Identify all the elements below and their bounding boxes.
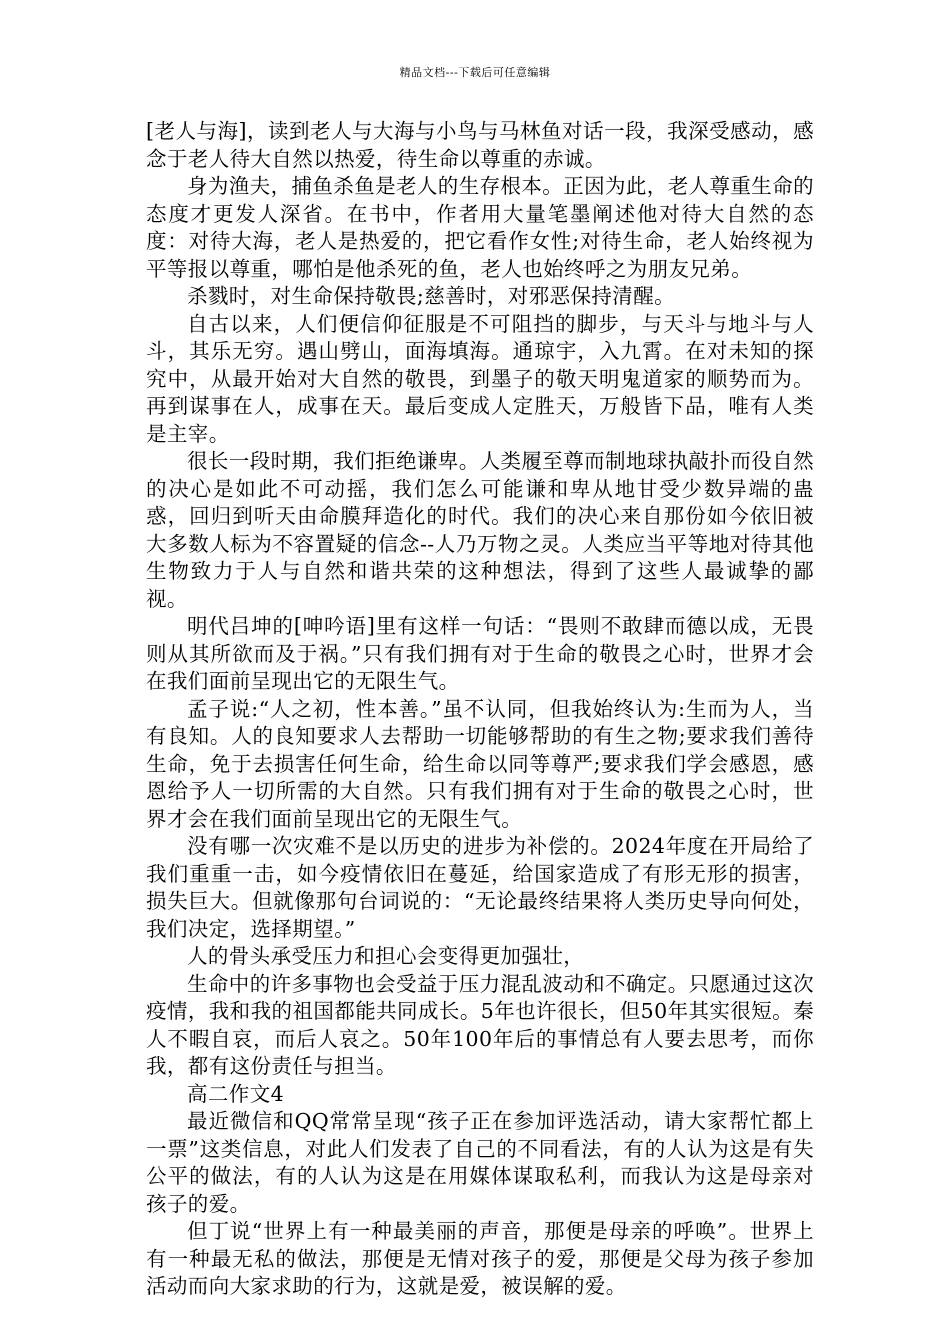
paragraph: 明代吕坤的[呻吟语]里有这样一句话：“畏则不敢肆而德以成，无畏则从其所欲而及于祸。”只有我们拥有对于生命的敬畏之心时，世界才会在我们面前呈现出它的无限生气。: [146, 614, 814, 693]
paragraph: 很长一段时期，我们拒绝谦卑。人类履至尊而制地球执敲扑而役自然的决心是如此不可动摇，我们怎么可能谦和卑从地甘受少数异端的蛊惑，回归到听天由命膜拜造化的时代。我们的决心来自那份如今依旧被大多数人标为不容置疑的信念--人乃万物之灵。人类应当平等地对待其他生物致力于人与自然和谐共荣的这种想法，得到了这些人最诚挚的鄙视。: [146, 449, 814, 611]
paragraph: 没有哪一次灾难不是以历史的进步为补偿的。2024年度在开局给了我们重重一击，如今疫情依旧在蔓延，给国家造成了有形无形的损害，损失巨大。但就像那句台词说的：“无论最终结果将人类历史导向何处，我们决定，选择期望。”: [146, 834, 814, 941]
paragraph: 杀戮时，对生命保持敬畏;慈善时，对邪恶保持清醒。: [187, 284, 676, 308]
paragraph: 自古以来，人们便信仰征服是不可阻挡的脚步，与天斗与地斗与人斗，其乐无穷。遇山劈山，面海填海。通琼宇，入九霄。在对未知的探究中，从最开始对大自然的敬畏，到墨子的敬天明鬼道家的顺势而为。再到谋事在人，成事在天。最后变成人定胜天，万般皆下品，唯有人类是主宰。: [146, 311, 814, 446]
paragraph: 孟子说:“人之初，性本善。”虽不认同，但我始终认为:生而为人，当有良知。人的良知要求人去帮助一切能够帮助的有生之物;要求我们善待生命，免于去损害任何生命，给生命以同等尊严;要求我们学会感恩，感恩给予人一切所需的大自然。只有我们拥有对于生命的敬畏之心时，世界才会在我们面前呈现出它的无限生气。: [146, 696, 814, 831]
paragraph: 但丁说“世界上有一种最美丽的声音，那便是母亲的呼唤”。世界上有一种最无私的做法，那便是无情对孩子的爱，那便是父母为孩子参加活动而向大家求助的行为，这就是爱，被误解的爱。: [146, 1219, 814, 1298]
section-heading: 高二作文4: [187, 1081, 285, 1106]
document-body: [146, 118, 814, 1301]
paragraph: 最近微信和QQ常常呈现“孩子正在参加评选活动，请大家帮忙都上一票”这类信息，对此人们发表了自己的不同看法，有的人认为这是有失公平的做法，有的人认为这是在用媒体谋取私利，而我认为这是母亲对孩子的爱。: [146, 1109, 814, 1216]
page-header: 精品文档---下载后可任意编辑: [399, 66, 551, 79]
paragraph: [老人与海]，读到老人与大海与小鸟与马林鱼对话一段，我深受感动，感念于老人待大自然以热爱，待生命以尊重的赤诚。: [146, 119, 814, 171]
paragraph: 人的骨头承受压力和担心会变得更加强壮，: [187, 944, 585, 968]
paragraph: 身为渔夫，捕鱼杀鱼是老人的生存根本。正因为此，老人尊重生命的态度才更发人深省。在书中，作者用大量笔墨阐述他对待大自然的态度：对待大海，老人是热爱的，把它看作女性;对待生命，老人始终视为平等报以尊重，哪怕是他杀死的鱼，老人也始终呼之为朋友兄弟。: [146, 174, 814, 281]
paragraph: 生命中的许多事物也会受益于压力混乱波动和不确定。只愿通过这次疫情，我和我的祖国都能共同成长。5年也许很长，但50年其实很短。秦人不暇自哀，而后人哀之。50年100年后的事情总有人要去思考，而你我，都有这份责任与担当。: [146, 971, 814, 1078]
